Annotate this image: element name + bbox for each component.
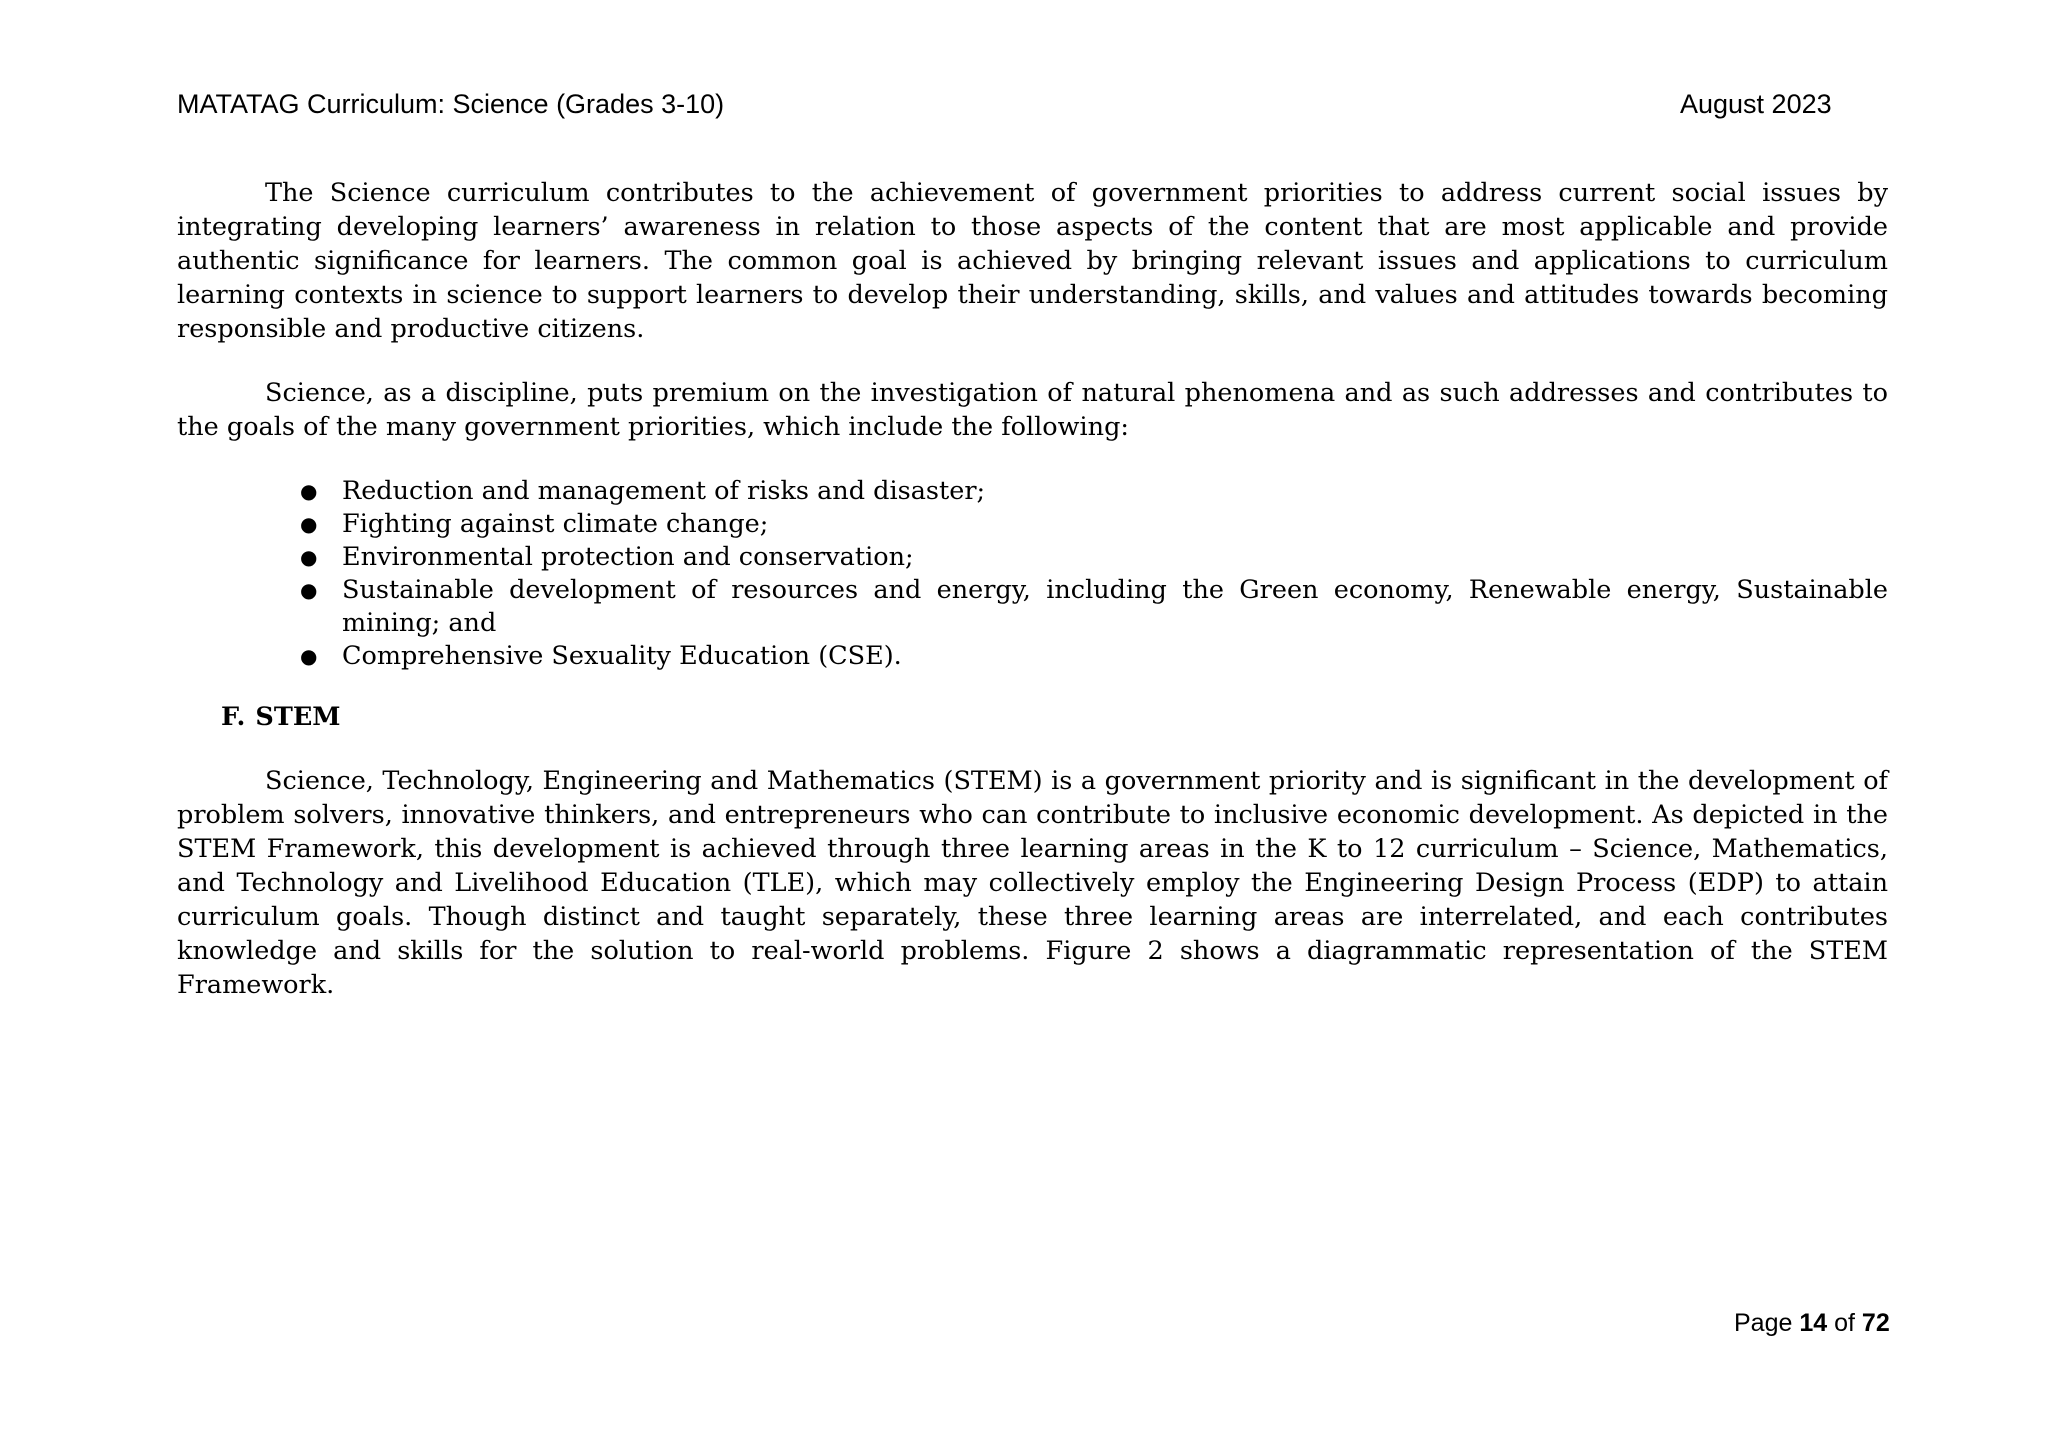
priorities-list	[290, 475, 1888, 673]
bullet-icon: ●	[300, 479, 318, 503]
list-item	[290, 541, 1888, 574]
page-word: Page	[1734, 1309, 1793, 1337]
bullet-icon: ●	[300, 545, 318, 569]
list-item-text: Comprehensive Sexuality Education (CSE).	[342, 641, 902, 671]
paragraph-stem: Science, Technology, Engineering and Mathematics (STEM) is a government priority and is significant in the development of problem solvers, innovative thinkers, and entrepreneurs who can contribute to inclusive economic development. As depicted in the STEM Framework, this development is achieved through three learning areas in the K to 12 curriculum – Science, Mathematics, and Technology and Livelihood Education (TLE), which may collectively employ the Engineering Design Process (EDP) to attain curriculum goals. Though distinct and taught separately, these three learning areas are interrelated, and each contributes knowledge and skills for the solution to real-world problems. Figure 2 shows a diagrammatic representation of the STEM Framework.	[177, 766, 1888, 1000]
list-item-text: Fighting against climate change;	[342, 509, 769, 539]
total-pages-number: 72	[1861, 1309, 1890, 1337]
header-date: August 2023	[1680, 89, 1832, 119]
list-item	[290, 508, 1888, 541]
page-number	[1734, 1308, 1890, 1338]
current-page-number: 14	[1799, 1309, 1828, 1337]
list-item-text: Environmental protection and conservation;	[342, 542, 914, 572]
list-item	[290, 574, 1888, 640]
header-title: MATATAG Curriculum: Science (Grades 3-10)	[177, 89, 725, 119]
list-item	[290, 640, 1888, 673]
paragraph-science-discipline: Science, as a discipline, puts premium on the investigation of natural phenomena and as such addresses and contributes to the goals of the many government priorities, which include the following:	[177, 378, 1888, 442]
section-heading-stem	[221, 700, 340, 734]
section-letter: F.	[221, 702, 246, 732]
list-item-text: Sustainable development of resources and energy, including the Green economy, Renewable energy, Sustainable mining; and	[342, 575, 1888, 638]
section-title: STEM	[255, 702, 341, 732]
bullet-icon: ●	[300, 512, 318, 536]
bullet-icon: ●	[300, 578, 318, 602]
of-word: of	[1834, 1309, 1855, 1337]
bullet-icon: ●	[300, 644, 318, 668]
list-item-text: Reduction and management of risks and disaster;	[342, 476, 986, 506]
list-item	[290, 475, 1888, 508]
paragraph-science-curriculum: The Science curriculum contributes to the achievement of government priorities to address current social issues by integrating developing learners’ awareness in relation to those aspects of the content that are most applicable and provide authentic significance for learners. The common goal is achieved by bringing relevant issues and applications to curriculum learning contexts in science to support learners to develop their understanding, skills, and values and attitudes towards becoming responsible and productive citizens.	[177, 178, 1888, 344]
